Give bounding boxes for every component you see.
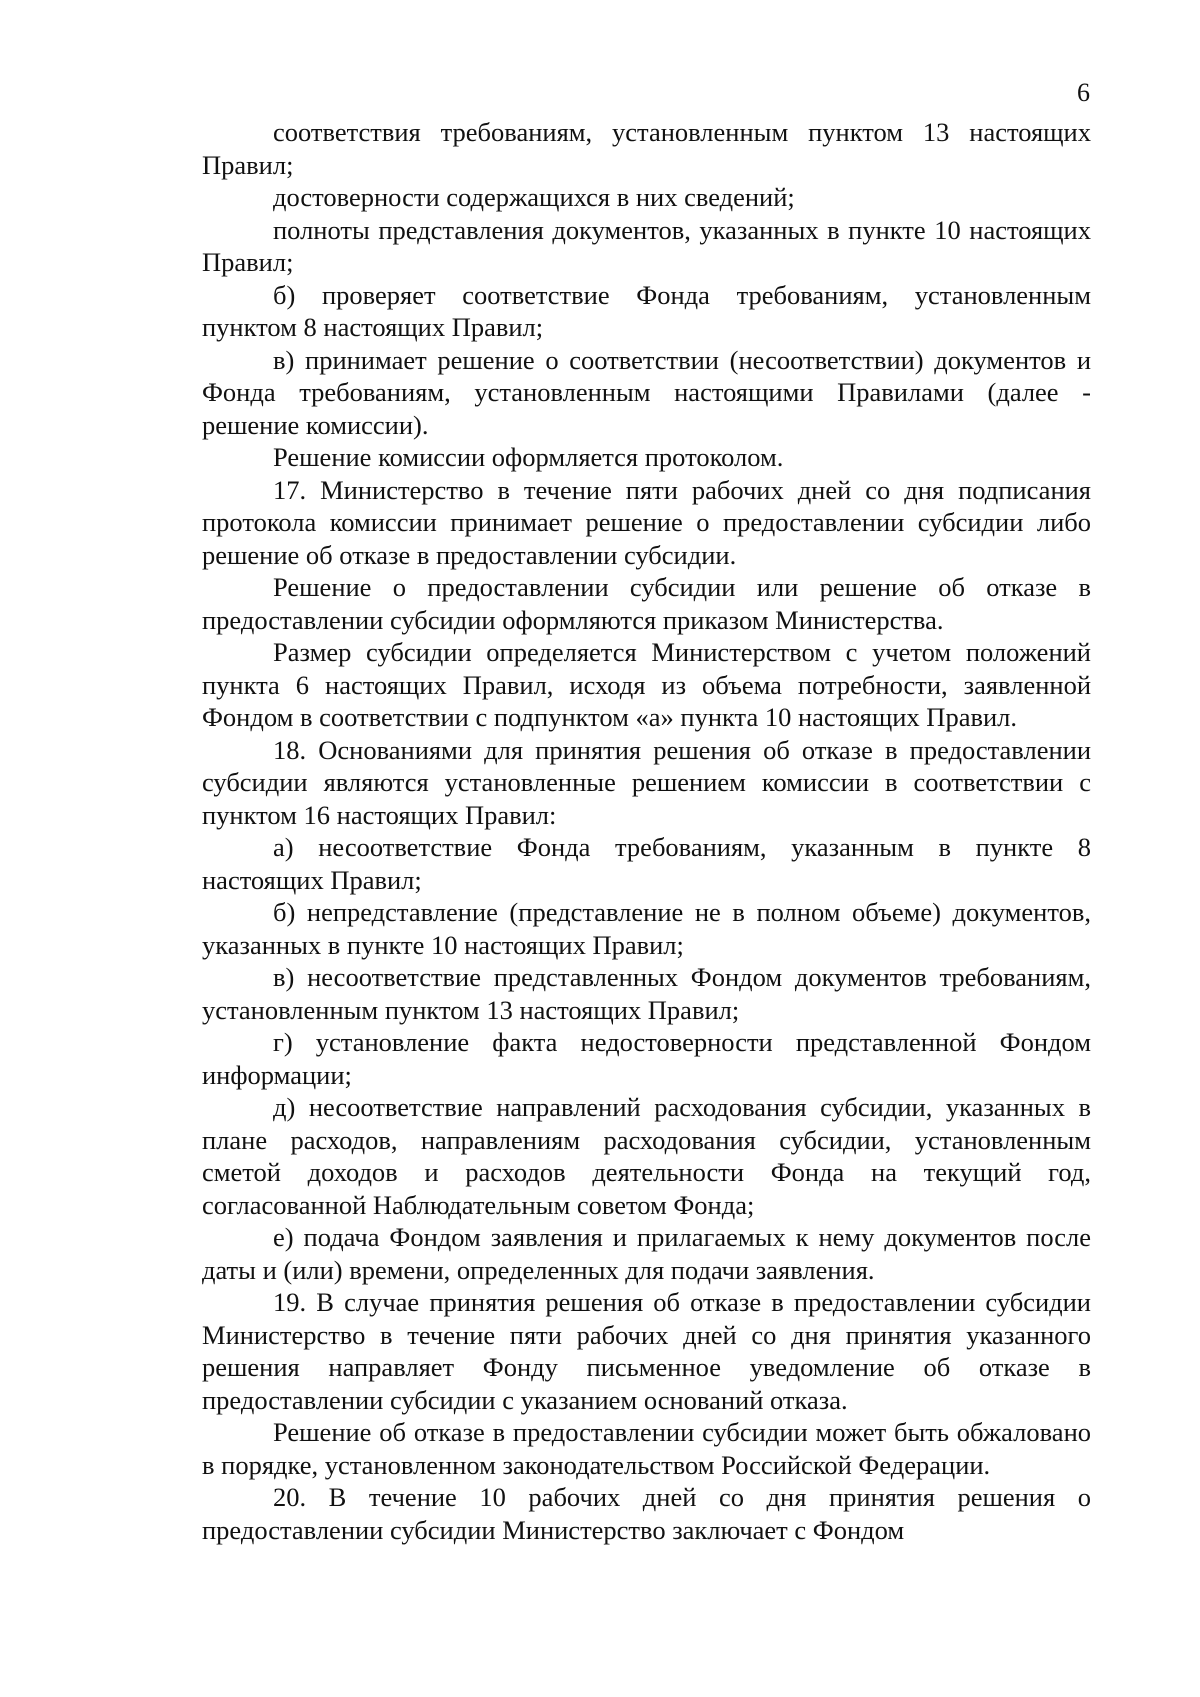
paragraph: соответствия требованиям, установленным пунктом 13 настоящих Правил; <box>202 117 1091 180</box>
paragraph: достоверности содержащихся в них сведений; <box>273 182 795 212</box>
paragraph: Размер субсидии определяется Министерством с учетом положений пункта 6 настоящих Правил, исходя из объема потребности, заявленной Фондом в соответствии с подпунктом «а» пункта 10 настоящих Правил. <box>202 637 1091 732</box>
paragraph: 17. Министерство в течение пяти рабочих дней со дня подписания протокола комиссии принимает решение о предоставлении субсидии либо решение об отказе в предоставлении субсидии. <box>202 474 1091 570</box>
paragraph: б) непредставление (представление не в полном объеме) документов, указанных в пункте 10 настоящих Правил; <box>202 897 1091 960</box>
page-number: 6 <box>1077 78 1090 107</box>
paragraph: Решение о предоставлении субсидии или решение об отказе в предоставлении субсидии оформляются приказом Министерства. <box>202 572 1091 635</box>
paragraph: в) принимает решение о соответствии (несоответствии) документов и Фонда требованиям, установленным настоящими Правилами (далее - решение комиссии). <box>202 344 1091 440</box>
paragraph: е) подача Фондом заявления и прилагаемых к нему документов после даты и (или) времени, определенных для подачи заявления. <box>202 1222 1091 1285</box>
paragraph: а) несоответствие Фонда требованиям, указанным в пункте 8 настоящих Правил; <box>202 832 1091 895</box>
paragraph: д) несоответствие направлений расходования субсидии, указанных в плане расходов, направлениям расходования субсидии, установленным сметой доходов и расходов деятельности Фонда на текущий год, согласованной Наблюдательным советом Фонда; <box>202 1092 1091 1220</box>
paragraph: 19. В случае принятия решения об отказе в предоставлении субсидии Министерство в течение пяти рабочих дней со дня принятия указанного решения направляет Фонду письменное уведомление об отказе в предоставлении субсидии с указанием оснований отказа. <box>202 1287 1091 1415</box>
paragraph: г) установление факта недостоверности представленной Фондом информации; <box>202 1027 1091 1090</box>
paragraph: б) проверяет соответствие Фонда требованиям, установленным пунктом 8 настоящих Правил; <box>202 279 1091 342</box>
paragraph: в) несоответствие представленных Фондом документов требованиям, установленным пунктом 13 настоящих Правил; <box>202 962 1091 1025</box>
paragraph: Решение об отказе в предоставлении субсидии может быть обжаловано в порядке, установленном законодательством Российской Федерации. <box>202 1417 1091 1480</box>
paragraph: Решение комиссии оформляется протоколом. <box>273 442 784 472</box>
document-body <box>202 116 1091 1546</box>
paragraph: 20. В течение 10 рабочих дней со дня принятия решения о предоставлении субсидии Министерство заключает с Фондом <box>202 1482 1091 1545</box>
paragraph: полноты представления документов, указанных в пункте 10 настоящих Правил; <box>202 214 1091 277</box>
paragraph: 18. Основаниями для принятия решения об отказе в предоставлении субсидии являются установленные решением комиссии в соответствии с пунктом 16 настоящих Правил: <box>202 734 1091 830</box>
